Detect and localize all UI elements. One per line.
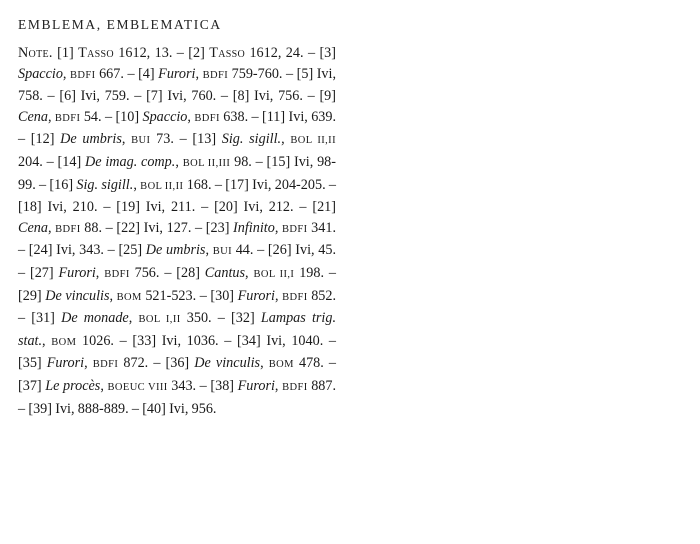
- note-label: Note.: [18, 45, 53, 61]
- note-text: ,: [274, 287, 283, 304]
- work-title: Sig. sigill.: [76, 176, 134, 193]
- note-text: 667. – [4]: [95, 65, 159, 82]
- edition-siglum: BOM: [51, 336, 77, 348]
- note-text: 44. – [26] Ivi, 45. – [27]: [18, 242, 337, 281]
- edition-siglum: BOL II,III: [182, 157, 231, 169]
- edition-siglum: BOL II,II: [140, 180, 184, 192]
- note-text: ,: [84, 355, 93, 372]
- edition-siglum: BOL II,I: [253, 268, 295, 280]
- work-title: De vinculis: [194, 355, 261, 372]
- note-text: 98. – [15] Ivi, 98-99. – [16]: [18, 153, 336, 193]
- note-text: ,: [281, 131, 291, 148]
- work-title: Cena: [18, 108, 48, 125]
- work-title: De umbris: [60, 131, 122, 148]
- note-text: ,: [205, 242, 213, 259]
- work-title: Furori: [158, 65, 196, 82]
- work-title: Cena: [18, 219, 48, 236]
- note-text: [1]: [52, 45, 79, 61]
- note-text: 73. – [13]: [150, 131, 222, 148]
- note-text: ,: [47, 108, 55, 125]
- notes-paragraph: [18, 43, 336, 419]
- note-text: 341. – [24] Ivi, 343. – [25]: [18, 219, 337, 259]
- edition-siglum: BUI: [212, 246, 233, 258]
- note-text: ,: [95, 264, 105, 281]
- edition-siglum: BDFI: [70, 69, 96, 81]
- work-title: Infinito: [233, 219, 275, 236]
- edition-siglum: BDFI: [194, 112, 220, 124]
- note-text: ,: [245, 264, 254, 281]
- note-text: ,: [187, 108, 195, 125]
- note-text: 872. – [36]: [118, 355, 195, 372]
- edition-siglum: BOL I,II: [138, 314, 181, 326]
- edition-siglum: BDFI: [92, 359, 119, 371]
- work-title: Le procès: [45, 377, 101, 394]
- note-text: ,: [62, 65, 71, 82]
- note-text: ,: [128, 310, 139, 327]
- edition-siglum: BDFI: [282, 223, 308, 235]
- edition-siglum: BDFI: [54, 112, 81, 124]
- note-text: ,: [274, 377, 283, 394]
- work-title: Spaccio: [142, 108, 188, 125]
- work-title: Lampas trig. stat.: [18, 310, 336, 349]
- work-title: De vinculis: [45, 287, 110, 304]
- note-text: 759-760. – [5] Ivi, 758. – [6] Ivi, 759. – [7] Ivi, 760. – [8] Ivi, 756. – [9]: [18, 65, 337, 105]
- work-title: Cantus: [204, 264, 246, 281]
- note-text: ,: [133, 176, 141, 193]
- work-title: Spaccio: [18, 65, 63, 82]
- note-text: 54. – [10]: [80, 108, 143, 125]
- note-text: ,: [109, 287, 117, 304]
- running-title: EMBLEMA, EMBLEMATICA: [18, 17, 222, 32]
- note-text: ,: [121, 131, 132, 148]
- note-text: 198. – [29]: [18, 264, 336, 304]
- edition-siglum: BDFI: [282, 381, 308, 393]
- note-text: ,: [47, 219, 56, 236]
- note-text: ,: [42, 332, 52, 349]
- note-text: 478. – [37]: [18, 355, 337, 394]
- edition-siglum: BDFI: [202, 69, 229, 81]
- edition-siglum: BDFI: [55, 223, 81, 235]
- work-title: Sig. sigill.: [221, 131, 282, 148]
- note-text: 521-523. – [30]: [141, 287, 238, 304]
- edition-siglum: BDFI: [104, 268, 130, 280]
- author-name: Tasso: [78, 45, 114, 61]
- note-text: ,: [260, 355, 269, 372]
- edition-siglum: BDFI: [282, 291, 308, 303]
- note-text: 1026. – [33] Ivi, 1036. – [34] Ivi, 1040. – [35]: [18, 332, 336, 372]
- note-text: ,: [175, 153, 183, 170]
- edition-siglum: BOL II,II: [290, 135, 336, 147]
- work-title: De imag. comp.: [84, 153, 176, 170]
- note-text: 350. – [32]: [180, 310, 261, 327]
- note-text: ,: [274, 219, 283, 236]
- work-title: Furori: [46, 355, 85, 372]
- note-text: 1612, 24. – [3]: [245, 45, 337, 61]
- edition-siglum: BUI: [131, 135, 151, 147]
- note-text: 204. – [14]: [18, 153, 85, 170]
- edition-siglum: BOM: [268, 359, 294, 371]
- note-text: 168. – [17] Ivi, 204-205. – [18] Ivi, 210. – [19] Ivi, 211. – [20] Ivi, 212. – [21]: [18, 176, 337, 216]
- edition-siglum: BOEUC VIII: [107, 381, 168, 393]
- work-title: Furori: [58, 264, 96, 281]
- note-text: 852. – [31]: [18, 287, 337, 327]
- note-text: ,: [100, 377, 108, 394]
- note-text: 887. – [39] Ivi, 888-889. – [40] Ivi, 956.: [18, 377, 337, 417]
- note-text: 88. – [22] Ivi, 127. – [23]: [80, 219, 234, 236]
- work-title: De umbris: [145, 242, 206, 259]
- note-text: 756. – [28]: [129, 264, 205, 281]
- work-title: De monade: [61, 310, 129, 327]
- note-text: 1612, 13. – [2]: [113, 45, 210, 61]
- note-text: ,: [195, 65, 203, 82]
- note-body: [18, 45, 336, 417]
- edition-siglum: BOM: [116, 291, 142, 303]
- work-title: Furori: [237, 287, 275, 304]
- work-title: Furori: [237, 377, 275, 394]
- note-text: 638. – [11] Ivi, 639. – [12]: [18, 108, 337, 148]
- note-text: 343. – [38]: [167, 377, 238, 394]
- author-name: Tasso: [209, 45, 246, 61]
